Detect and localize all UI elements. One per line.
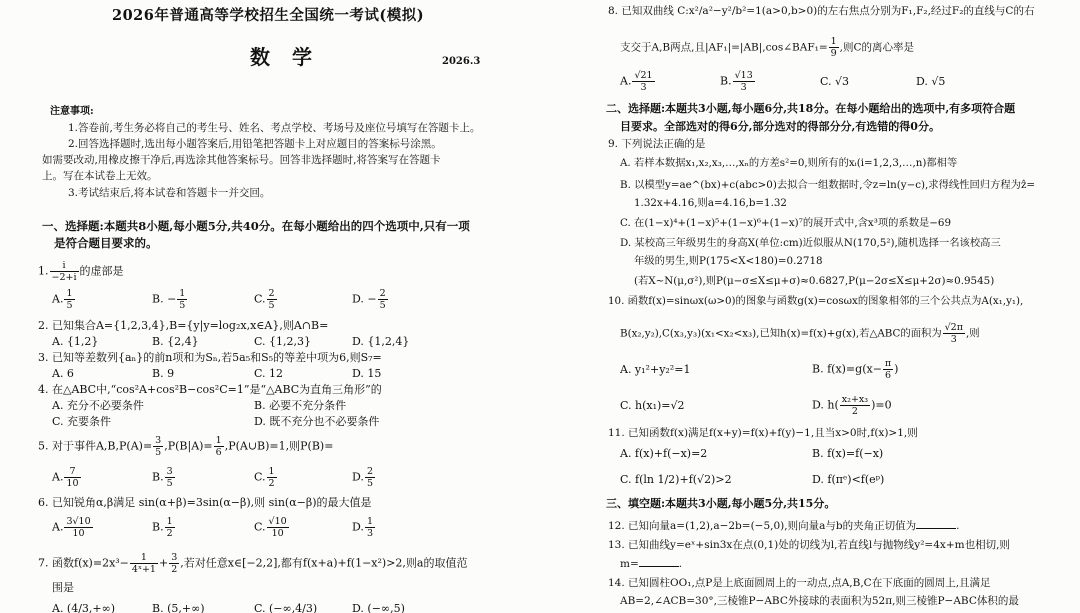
section-heading: 一、选择题:本题共8小题,每小题5分,共40分。在每小题给出的四个选项中,只有一项: [42, 219, 470, 233]
answer-blank: [916, 518, 956, 529]
section-heading: 是符合题目要求的。: [54, 236, 158, 250]
option-a: A. $\frac{7}{10}$: [52, 466, 79, 489]
option-a: A. y₁²+y₂²=1: [620, 363, 691, 376]
option-b: B. (5,+∞): [152, 602, 205, 613]
question-3-stem: 3. 已知等差数列{aₙ}的前n项和为Sₙ,若5a₅和S₅的等差中项为6,则S₇=: [38, 351, 382, 364]
option-b: B. 以模型y=ae^(bx)+c(abc>0)去拟合一组数据时,令z=ln(y−c),求得线性回归方程为ẑ=: [620, 179, 1036, 191]
question-13-line2: m= .: [620, 558, 683, 570]
question-9-stem: 9. 下列说法正确的是: [608, 138, 706, 150]
question-8-stem: 8. 已知双曲线 C:x²/a²−y²/b²=1(a>0,b>0)的左右焦点分别为F₁,F₂,经过F₂的直线与C的右: [608, 5, 1035, 17]
option-a: A. $\frac{1}{5}$: [52, 288, 73, 311]
question-14-stem: 14. 已知圆柱OO₁,点P是上底面圆周上的一动点,点A,B,C在下底面的圆周上,且满足: [608, 577, 991, 589]
option-b-line2: 1.32x+4.16,则a=4.16,b=1.32: [634, 197, 787, 209]
option-b: B. $\frac{√13}{3}$: [720, 70, 753, 93]
notice-line: 上。写在本试卷上无效。: [42, 170, 158, 182]
option-b: B. {2,4}: [152, 335, 199, 348]
question-5-stem: 5. 对于事件A,B,P(A)= $\frac{3}{5}$ ,P(B|A)= $\frac{1}{6}$ ,P(A∪B)=1,则P(B)=: [38, 435, 334, 458]
option-d-line2: 年级的男生,则P(175<X<180)=0.2718: [634, 255, 823, 267]
section-heading: 三、填空题:本题共3小题,每小题5分,共15分。: [606, 497, 836, 510]
option-d: D. √5: [916, 75, 946, 88]
question-6-stem: 6. 已知锐角α,β满足 sin(α+β)=3sin(α−β),则 sin(α−β)的最大值是: [38, 496, 372, 509]
option-a: A. (4/3,+∞): [52, 602, 116, 613]
option-b: B. − $\frac{1}{5}$: [152, 288, 186, 311]
option-c: C. $\frac{√10}{10}$: [254, 516, 287, 539]
question-7-line2: 围是: [52, 581, 74, 594]
option-b: B. 9: [152, 367, 175, 380]
option-a: A. 若样本数据x₁,x₂,x₃,…,xₙ的方差s²=0,则所有的xᵢ(i=1,2,3,…,n)都相等: [620, 157, 958, 169]
option-d: D. 某校高三年级男生的身高X(单位:cm)近似服从N(170,5²),随机选择一名该校高三: [620, 237, 1001, 249]
question-4-stem: 4. 在△ABC中,“cos²A+cos²B−cos²C=1”是“△ABC为直角三角形”的: [38, 383, 382, 396]
question-8-line2: 支交于A,B两点,且|AF₁|=|AB|,cos∠BAF₁= $\frac{1}{9}$ ,则C的离心率是: [620, 36, 915, 59]
question-10-line2: B(x₂,y₂),C(x₃,y₃)(x₁<x₂<x₃),已知h(x)=f(x)+g(x),若△ABC的面积为 $\frac{√2\pi}{3}$ ,则: [620, 322, 980, 345]
option-b: B. $\frac{1}{2}$: [152, 516, 173, 539]
notice-line: 3.考试结束后,将本试卷和答题卡一并交回。: [68, 187, 271, 199]
notice-heading: 注意事项:: [50, 106, 94, 117]
option-d: D. $\frac{2}{5}$: [352, 466, 373, 489]
option-c: C. $\frac{1}{2}$: [254, 466, 275, 489]
answer-blank: [639, 556, 679, 567]
question-10-stem: 10. 函数f(x)=sinωx(ω>0)的图象与函数g(x)=cosωx的图象相邻的三个公共点为A(x₁,y₁),: [608, 295, 1024, 307]
option-a: A. $\frac{√21}{3}$: [620, 70, 653, 93]
section-heading: 目要求。全部选对的得6分,部分选对的得部分分,有选错的得0分。: [620, 120, 940, 133]
option-a: A. f(x)+f(−x)=2: [620, 447, 708, 460]
option-c: C. f(ln 1/2)+f(√2)>2: [620, 473, 732, 486]
option-b: B. f(x)=g(x− $\frac{\pi}{6}$ ): [812, 358, 899, 381]
option-a: A. {1,2}: [52, 335, 99, 348]
option-c: C. {1,2,3}: [254, 335, 312, 348]
option-c: C. (−∞,4/3): [254, 602, 318, 613]
question-14-line2: AB=2,∠ACB=30°,三棱锥P−ABC外接球的表面积为52π,则三棱锥P−ABC体积的最: [620, 595, 1019, 607]
question-7-stem: 7. 函数f(x)=2x³− $\frac{1}{\text{4ˣ+1}}$ + $\frac{3}{2}$ ,若对任意x∈[−2,2],都有f(x+a)+f(1−x²)>2,则a的取值范: [38, 552, 468, 575]
option-a: A. 充分不必要条件: [52, 399, 144, 412]
option-c: C. h(x₁)=√2: [620, 399, 685, 412]
exam-title: 2026年普通高等学校招生全国统一考试(模拟): [112, 7, 425, 24]
option-c: C. 充要条件: [52, 415, 112, 428]
option-b: B. 必要不充分条件: [254, 399, 347, 412]
option-b: B. f(x)=f(−x): [812, 447, 884, 460]
option-a: A. $\frac{3√10}{10}$: [52, 516, 91, 539]
option-d: D. 既不充分也不必要条件: [254, 415, 380, 428]
option-d: D. (−∞,5): [352, 602, 405, 613]
option-c: C. 在(1−x)⁴+(1−x)⁵+(1−x)⁶+(1−x)⁷的展开式中,含x³项的系数是−69: [620, 217, 952, 229]
option-d: D. − $\frac{2}{5}$: [352, 288, 386, 311]
option-d: D. f(πᵉ)<f(eᵖ): [812, 473, 885, 486]
notice-line: 2.回答选择题时,选出每小题答案后,用铅笔把答题卡上对应题目的答案标号涂黑。: [68, 138, 442, 150]
option-d: D. h( $\frac{\text{x₂+x₃}}{2}$ )=0: [812, 394, 892, 417]
question-1-stem: 1. $\frac{i}{-2+i}$ 的虚部是: [38, 260, 124, 283]
option-d: D. 15: [352, 367, 382, 380]
section-heading: 二、选择题:本题共3小题,每小题6分,共18分。在每小题给出的选项中,有多项符合题: [606, 102, 1016, 115]
notice-line: 1.答卷前,考生务必将自己的考生号、姓名、考点学校、考场号及座位号填写在答题卡上。: [68, 122, 481, 134]
question-12-stem: 12. 已知向量a=(1,2),a−2b=(−5,0),则向量a与b的夹角正切值为 .: [608, 520, 960, 532]
question-13-stem: 13. 已知曲线y=eˣ+sin3x在点(0,1)处的切线为l,若直线l与抛物线y²=4x+m也相切,则: [608, 539, 1010, 551]
option-a: A. 6: [52, 367, 74, 380]
option-d-line3: (若X~N(μ,σ²),则P(μ−σ≤X≤μ+σ)≈0.6827,P(μ−2σ≤X≤μ+2σ)≈0.9545): [634, 275, 995, 287]
option-c: C. $\frac{2}{5}$: [254, 288, 275, 311]
option-c: C. √3: [820, 75, 850, 88]
option-b: B. $\frac{3}{5}$: [152, 466, 173, 489]
notice-line: 如需要改动,用橡皮擦干净后,再选涂其他答案标号。回答非选择题时,将答案写在答题卡: [42, 154, 441, 166]
question-11-stem: 11. 已知函数f(x)满足f(x+y)=f(x)+f(y)−1,且当x>0时,f(x)>1,则: [608, 427, 918, 439]
option-d: D. $\frac{1}{3}$: [352, 516, 373, 539]
option-d: D. {1,2,4}: [352, 335, 410, 348]
option-c: C. 12: [254, 367, 284, 380]
exam-date: 2026.3: [442, 56, 481, 67]
subject-title: 数学: [250, 45, 334, 69]
question-2-stem: 2. 已知集合A={1,2,3,4},B={y|y=log₂x,x∈A},则A∩B=: [38, 319, 329, 332]
